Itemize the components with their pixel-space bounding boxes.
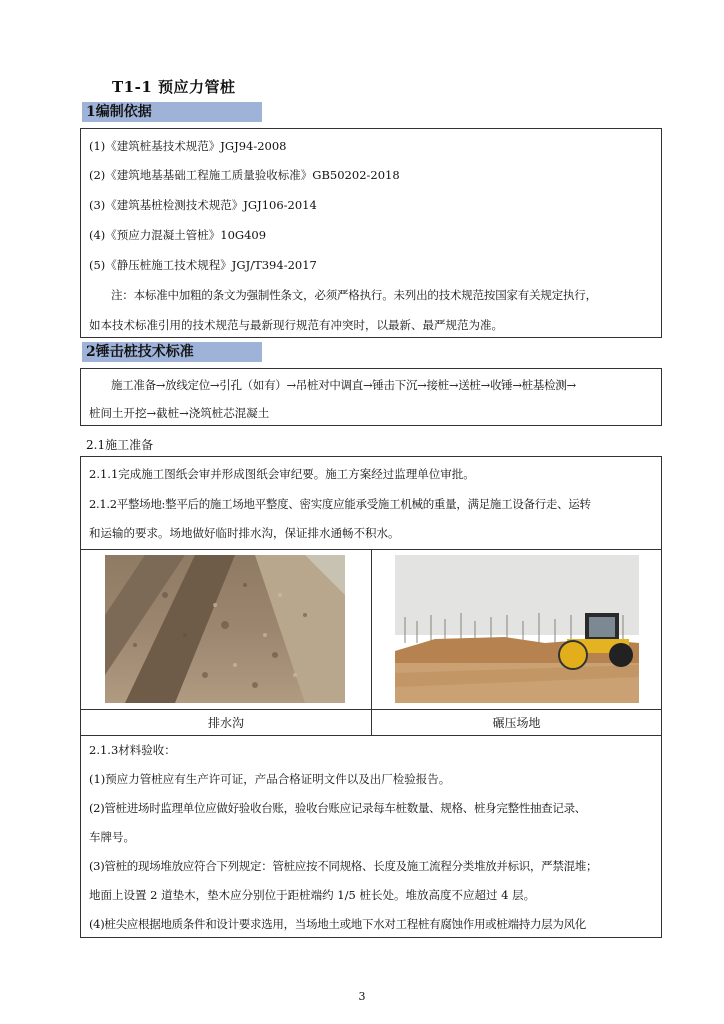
material-item-cont: 车牌号。 xyxy=(89,830,135,844)
basis-note: 注：本标准中加粗的条文为强制性条文，必须严格执行。未列出的技术规范按国家有关规定执行， xyxy=(111,288,597,302)
compacted-site-caption: 碾压场地 xyxy=(492,716,541,730)
material-item: (3)管桩的现场堆放应符合下列规定：管桩应按不同规格、长度及施工流程分类堆放并标识，严禁混堆； xyxy=(89,859,598,873)
page-title: T1-1 预应力管桩 xyxy=(112,78,236,96)
process-flow-text-cont: 桩间土开挖→截桩→浇筑桩芯混凝土 xyxy=(89,406,270,420)
drainage-ditch-photo xyxy=(105,555,345,703)
process-flow-text: 施工准备→放线定位→引孔（如有）→吊桩对中调直→锤击下沉→接桩→送桩→收锤→桩基检测→ xyxy=(111,378,576,392)
material-acceptance-heading: 2.1.3材料验收： xyxy=(89,743,176,757)
row-divider xyxy=(81,735,661,736)
compacted-site-photo xyxy=(395,555,639,703)
basis-item: (4)《预应力混凝土管桩》10G409 xyxy=(89,228,267,242)
section-heading-hammer-pile: 2锤击桩技术标准 xyxy=(82,342,262,362)
basis-item: (3)《建筑基桩检测技术规范》JGJ106-2014 xyxy=(89,198,317,212)
drainage-ditch-caption: 排水沟 xyxy=(207,716,244,730)
basis-box xyxy=(80,128,662,338)
prep-item-1: 2.1.1完成施工图纸会审并形成图纸会审纪要。施工方案经过监理单位审批。 xyxy=(89,467,475,481)
page-number: 3 xyxy=(358,990,366,1003)
basis-note-cont: 如本技术标准引用的技术规范与最新现行规范有冲突时，以最新、最严规范为准。 xyxy=(89,318,503,332)
subsection-heading-preparation: 2.1施工准备 xyxy=(86,438,154,452)
prep-item-2: 2.1.2平整场地:整平后的施工场地平整度、密实度应能承受施工机械的重量，满足施工设备行走、运转 xyxy=(89,497,591,511)
material-item: (2)管桩进场时监理单位应做好验收台账，验收台账应记录每车桩数量、规格、桩身完整性抽查记录、 xyxy=(89,801,586,815)
material-item: (1)预应力管桩应有生产许可证，产品合格证明文件以及出厂检验报告。 xyxy=(89,772,451,786)
material-item-cont: 地面上设置 2 道垫木，垫木应分别位于距桩端约 1/5 桩长处。堆放高度不应超过 4 层。 xyxy=(89,888,536,902)
basis-item: (5)《静压桩施工技术规程》JGJ/T394-2017 xyxy=(89,258,317,272)
preparation-table xyxy=(80,456,662,938)
row-divider xyxy=(81,709,661,710)
basis-item: (1)《建筑桩基技术规范》JGJ94-2008 xyxy=(89,139,287,153)
prep-item-2-cont: 和运输的要求。场地做好临时排水沟，保证排水通畅不积水。 xyxy=(89,526,400,540)
material-item: (4)桩尖应根据地质条件和设计要求选用，当场地土或地下水对工程桩有腐蚀作用或桩端持力层为风化 xyxy=(89,917,586,931)
section-heading-basis: 1编制依据 xyxy=(82,102,262,122)
basis-item: (2)《建筑地基基础工程施工质量验收标准》GB50202-2018 xyxy=(89,168,400,182)
column-divider xyxy=(371,549,372,735)
process-flow-box xyxy=(80,368,662,426)
